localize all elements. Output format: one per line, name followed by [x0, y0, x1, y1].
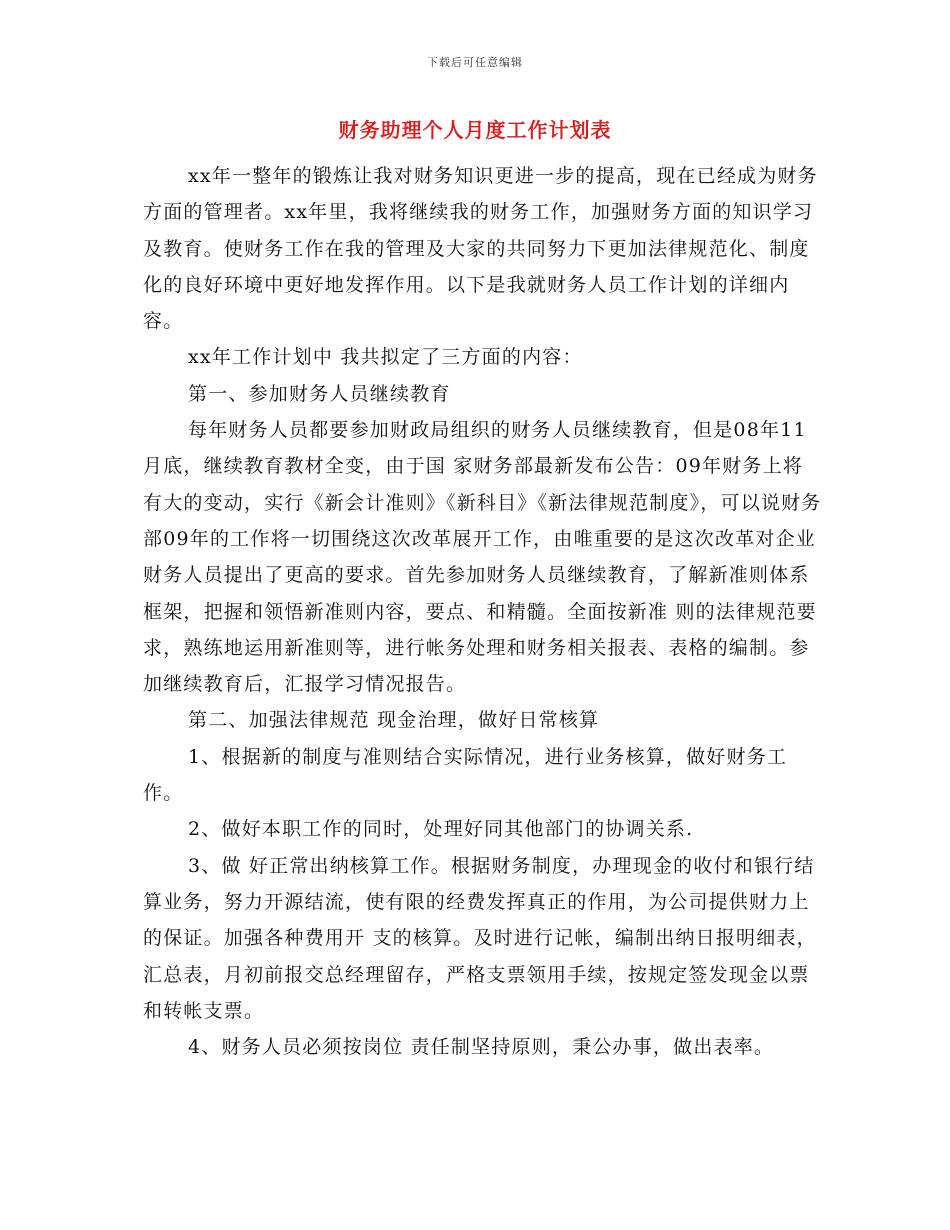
section-heading-1: 第一、参加财务人员继续教育 [188, 382, 451, 405]
list-item-4: 4、财务人员必须按岗位 责任制坚持原则，秉公办事，做出表率。 [188, 1036, 775, 1059]
document-title: 财务助理个人月度工作计划表 [338, 118, 612, 142]
list-item-3: 3、做 好正常出纳核算工作。根据财务制度，办理现金的收付和银行结算业务，努力开源结流，使有限的经费发挥真正的作用，为公司提供财力上的保证。加强各种费用开 支的核算。及时进行记帐，编制出纳日报明细表，汇总表，月初前报交总经理留存，严格支票领用手续，按规定签发现金以票和转帐支票。 [143, 854, 817, 1022]
paragraph-intro: xx年一整年的锻炼让我对财务知识更进一步的提高，现在已经成为财务方面的管理者。xx年里，我将继续我的财务工作，加强财务方面的知识学习及教育。使财务工作在我的管理及大家的共同努力下更加法律规范化、制度化的良好环境中更好地发挥作用。以下是我就财务人员工作计划的详细内容。 [143, 165, 818, 333]
paragraph-plan-summary: xx年工作计划中 我共拟定了三方面的内容： [188, 346, 583, 369]
paragraph-section-1: 每年财务人员都要参加财政局组织的财务人员继续教育，但是08年11月底，继续教育教材全变，由于国 家财务部最新发布公告：09年财务上将有大的变动，实行《新会计准则》《新科目》《新法律规范制度》，可以说财务部09年的工作将一切围绕这次改革展开工作，由唯重要的是这次改革对企业财务人员提出了更高的要求。首先参加财务人员继续教育，了解新准则体系框架，把握和领悟新准则内容，要点、和精髓。全面按新准 则的法律规范要求，熟练地运用新准则等，进行帐务处理和财务相关报表、表格的编制。参加继续教育后，汇报学习情况报告。 [143, 419, 822, 696]
list-item-1: 1、根据新的制度与准则结合实际情况，进行业务核算，做好财务工作。 [143, 745, 788, 805]
section-heading-2: 第二、加强法律规范 现金治理，做好日常核算 [188, 709, 600, 732]
document-body [143, 158, 823, 1065]
list-item-2: 2、做好本职工作的同时，处理好同其他部门的协调关系. [188, 818, 694, 841]
header-note: 下载后可任意编辑 [427, 56, 523, 69]
